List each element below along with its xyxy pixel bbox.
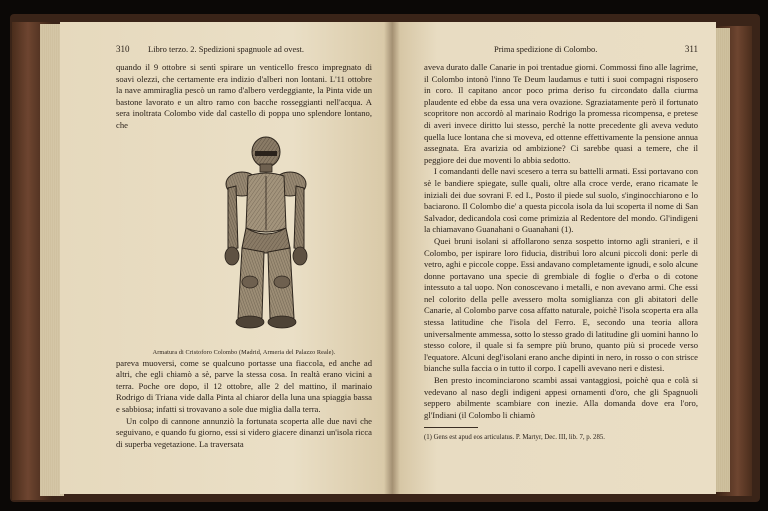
right-page-number: 311 <box>684 44 698 54</box>
paragraph: aveva durato dalle Canarie in poi trentadue giorni. Commossi fino alle lagrime, il Colombo intonò l'inno Te Deum laudamus e tutti i suoi compagni risposero in coro. Il capitano ancor poco prima deriso fu circondato dalla ciurma plaudente ed ebbe da essa una vera ovazione. Sgraziatamente però il fortunato scopritore non accordò al marinaio Rodrigo la promessa ricompensa, e pretese di averi invece diritto lui stesso, perchè la notte precedente gli aveva veduto quella luce lontana che si moveva, ed ottenne effettivamente la pensione annua assegnata. Era avarizia od ambizione? Ci sarebbe quasi a temere, che il peggiore dei due moventi lo abbia sedotto. <box>424 62 698 165</box>
footnote: (1) Gens est apud eos articulatus. P. Martyr, Dec. III, lib. 7, p. 285. <box>424 434 605 442</box>
footnote-rule <box>424 427 478 428</box>
left-running-head: Libro terzo. 2. Spedizioni spagnuole ad ovest. <box>148 44 305 54</box>
armor-illustration <box>116 136 372 356</box>
left-body-text-bottom <box>116 358 372 451</box>
figure-caption: Armatura di Cristoforo Colombo (Madrid, Armeria del Palazzo Reale). <box>152 348 336 356</box>
left-page-header <box>116 44 372 62</box>
right-body-text <box>424 62 698 421</box>
right-page-header <box>424 44 698 62</box>
left-body-text-top <box>116 62 372 132</box>
paragraph: Ben presto incominciarono scambi assai vantaggiosi, poichè qua e colà si vedevano al naso degli indigeni appesi ornamenti d'oro, che gli Spagnuoli seppero abilmente scambiare con inezie. Alla domanda dove era l'oro, gl'Indiani (il Colombo li chiamò <box>424 375 698 420</box>
paragraph: I comandanti delle navi scesero a terra su battelli armati. Essi portavano con sè le bandiere spiegate, sulle quali, oltre alla croce verde, erano ricamate le iniziali dei due sovrani F. ed I., Posto il piede sul suolo, s'inginocchiarono e lo baciarono. Il Colombo die' a questa piccola isola da lui scoperta il nome di San Salvador, dedicandola così come primizia al Redentore del mondo. Gl'indigeni la chiamavano Guanahani o Guanahani (1). <box>424 166 698 235</box>
left-page <box>60 22 392 494</box>
paragraph: Un colpo di cannone annunziò la fortunata scoperta alle due navi che seguivano, e quando fu giorno, essi si videro giacere dinanzi un'isola ricca di superba vegetazione. La traversata <box>116 415 372 449</box>
left-page-number: 310 <box>116 44 130 54</box>
right-page <box>392 22 716 494</box>
right-running-head: Prima spedizione di Colombo. <box>494 44 598 54</box>
book-gutter-shadow <box>384 22 400 494</box>
paragraph: Quei bruni isolani si affollarono senza sospetto intorno agli stranieri, e il Colombo, per ispirare loro fiducia, distribuì loro alcuni piccoli doni: perle di vetro, aghi e piccole coppe. Essi andavano completamente ignudi, e solo alcune donne portavano una specie di grembiale di foglie o d'erba o di cotone intessuto a tal uopo. Non conoscevano i metalli, e non avevano armi. Che essi nel colorito della pelle avessero molta somiglianza con gli abitatori delle Canarie, al Colombo parve cosa affatto naturale, poichè l'isola scoperta era alla stessa latitudine che l'isola del Ferro. E, secondo una teoria allora universalmente ammessa, sotto lo stesso grado di latitudine gli uomini hanno lo stesso colore, il quale si fa sempre più bruno, quanto più si procede verso l'equatore. Alcuni degl'isolani erano anche dipinti in nero, in rosso o con strisce bianche sulla faccia o in tutto il corpo. I capelli avevano neri e distesi. <box>424 235 698 374</box>
paragraph: quando il 9 ottobre si sentì spirare un venticello fresco impregnato di soavi olezzi, che certamente era indizio d'alberi non lontani. L'11 ottobre la nave ammiraglia pescò un ramo d'albero verdeggiante, la Pinta vide un bastone lavorato e un altro ramo con bacche rosseggianti nell'acqua. A sera inoltrata Colombo vide dal castello di poppa uno splendore lontano, che <box>116 62 372 130</box>
armor-engraving-image <box>212 136 320 332</box>
paragraph: pareva muoversi, come se qualcuno portasse una fiaccola, ed anche ad altri, che egli chiamò a sè, parve la stessa cosa. In realtà erano vicini a terra. Poche ore dopo, il 12 ottobre, alle 2 del mattino, il marinaio Rodrigo di Triana vide dalla Pinta al chiaror della luna una spiaggia bassa e sabbiosa; infatti si trovavano a sole due miglia dalla terra. <box>116 357 372 414</box>
